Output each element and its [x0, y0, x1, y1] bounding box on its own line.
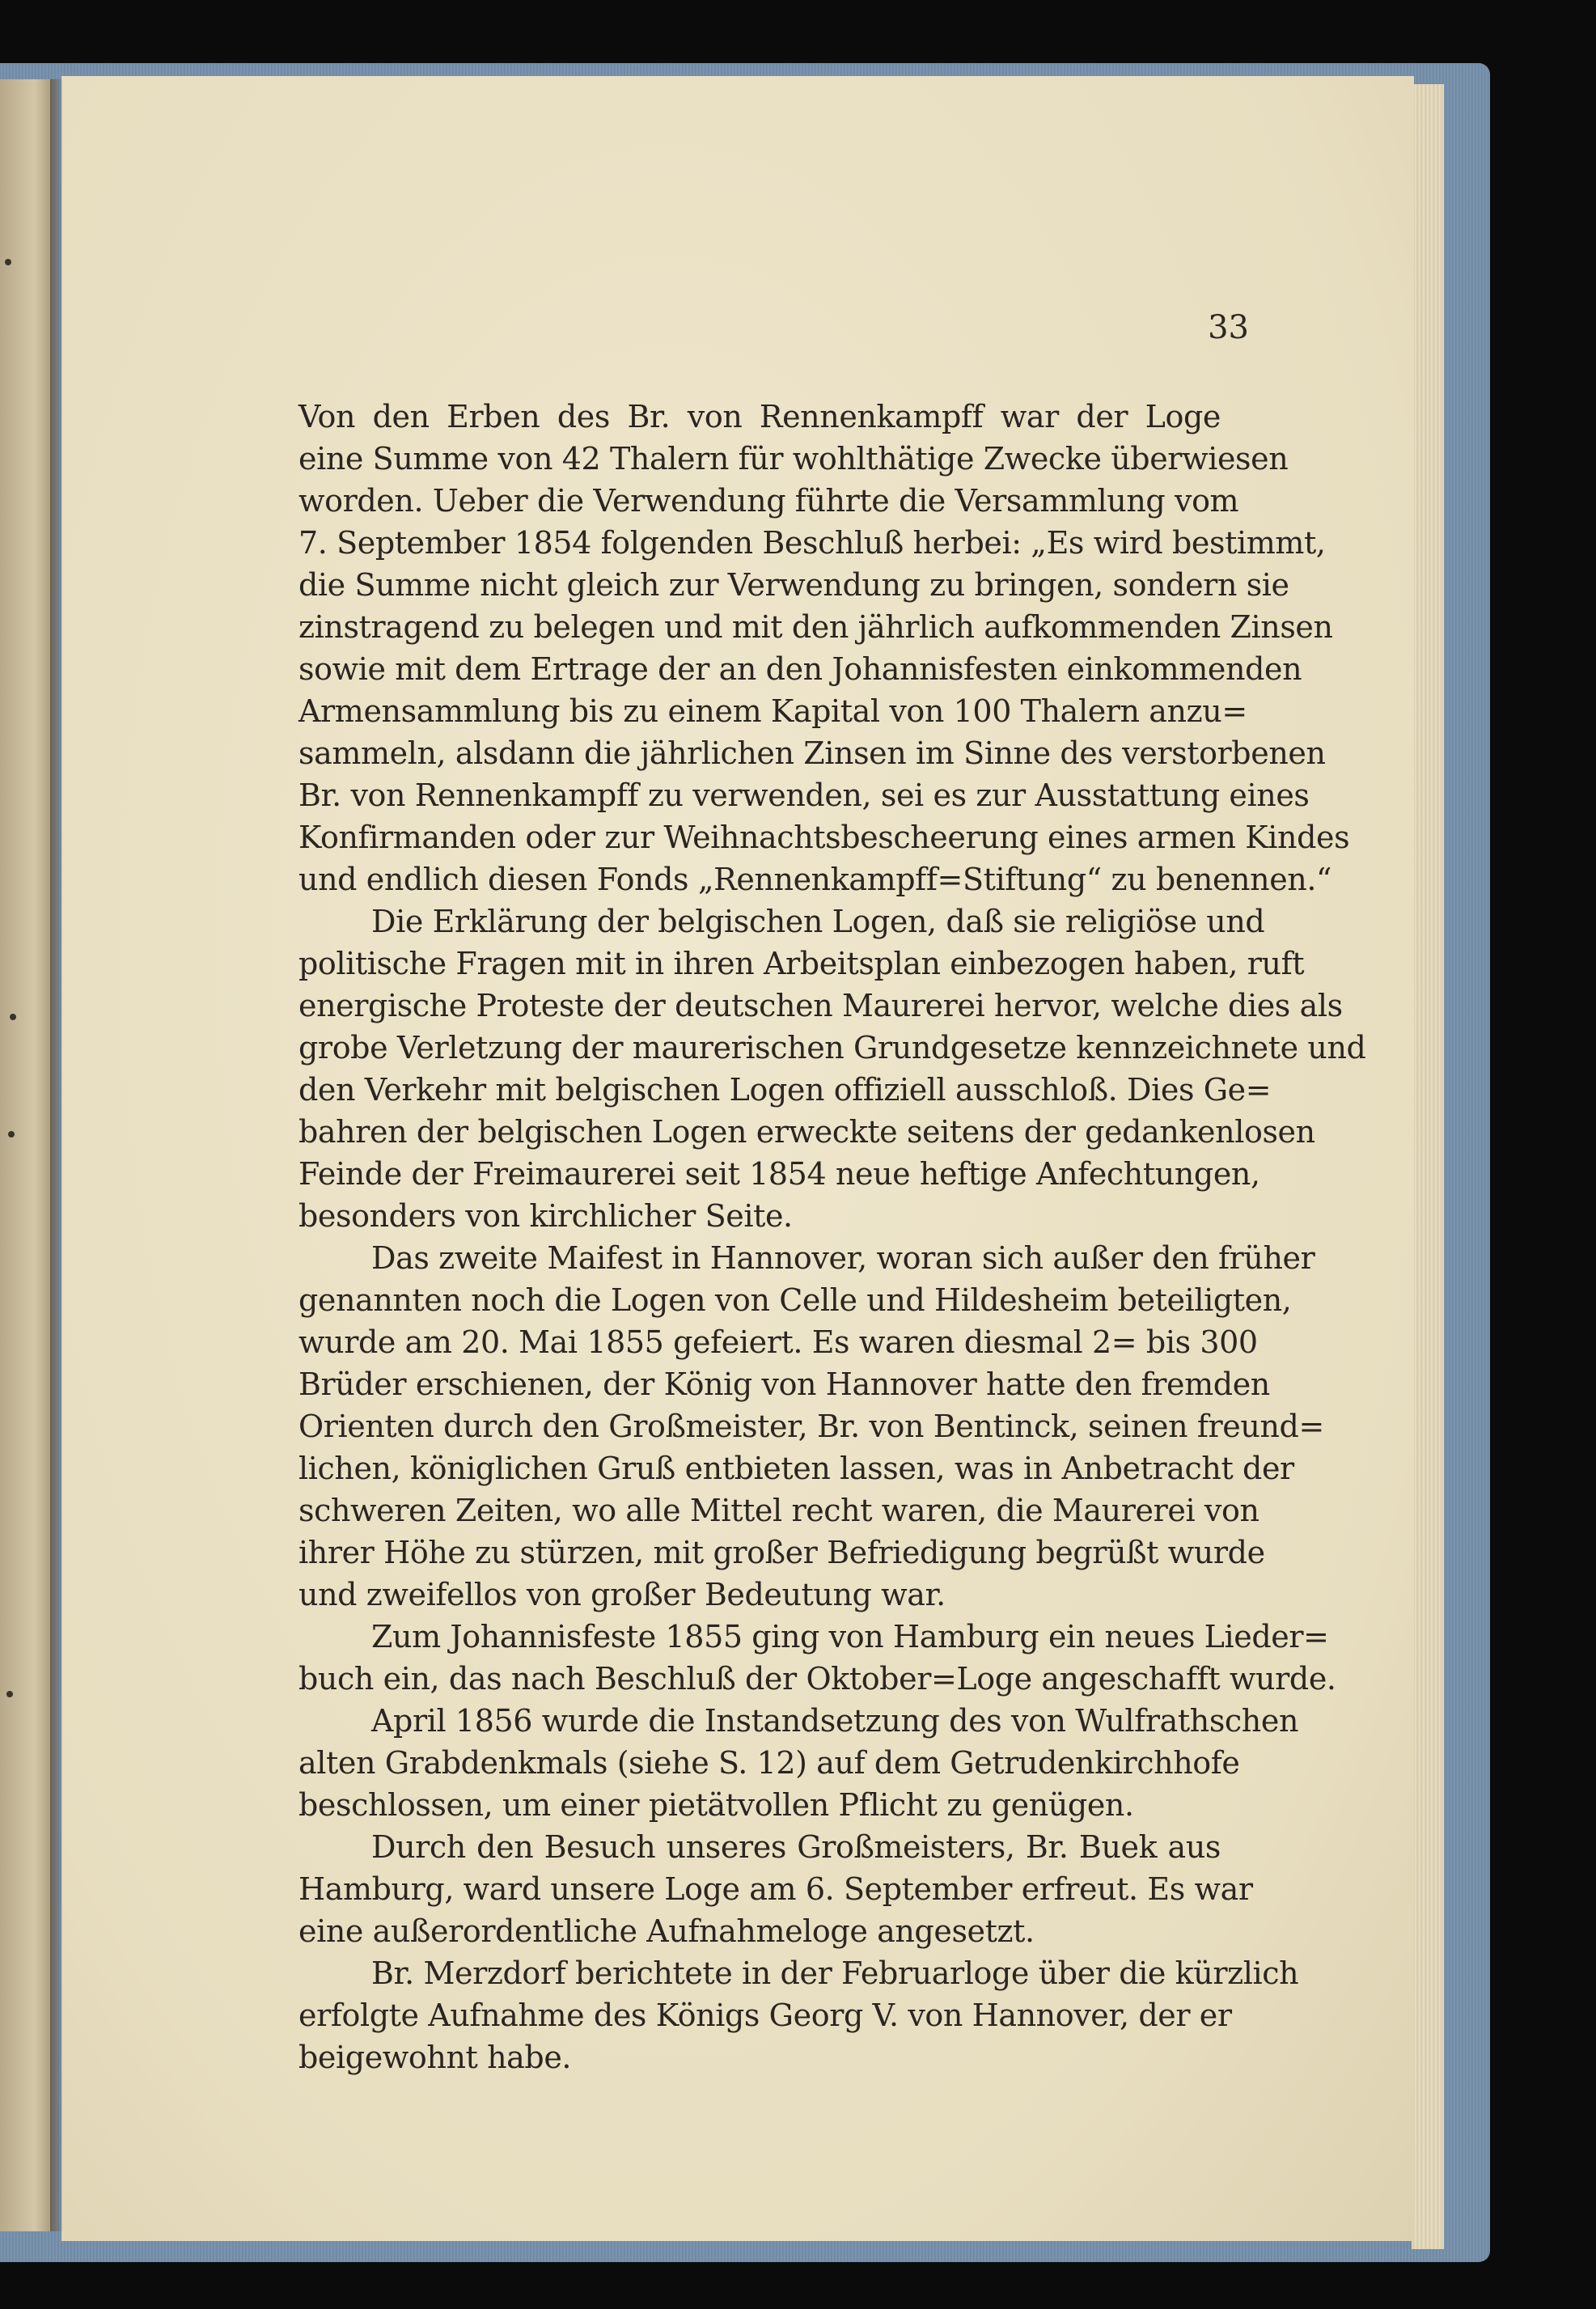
text-line: 7. September 1854 folgenden Beschluß herbei: „Es wird bestimmt,: [298, 525, 1326, 561]
text-line: Von den Erben des Br. von Rennenkampff war der Loge: [298, 399, 1221, 434]
text-line: lichen, königlichen Gruß entbieten lassen, was in Anbetracht der: [298, 1451, 1294, 1486]
text-line: Orienten durch den Großmeister, Br. von Bentinck, seinen freund=: [298, 1409, 1324, 1444]
margin-speck: [10, 1014, 16, 1020]
text-line: beschlossen, um einer pietätvollen Pflicht zu genügen.: [298, 1787, 1134, 1823]
text-line: beigewohnt habe.: [298, 2040, 572, 2075]
text-line: buch ein, das nach Beschluß der Oktober=Loge angeschafft wurde.: [298, 1661, 1336, 1697]
text-line: erfolgte Aufnahme des Königs Georg V. von Hannover, der er: [298, 1998, 1232, 2033]
text-line: Zum Johannisfeste 1855 ging von Hamburg ein neues Lieder=: [371, 1619, 1329, 1654]
text-line: Konfirmanden oder zur Weihnachtsbescheerung eines armen Kindes: [298, 820, 1350, 855]
text-line: Das zweite Maifest in Hannover, woran sich außer den früher: [371, 1240, 1315, 1276]
text-line: politische Fragen mit in ihren Arbeitsplan einbezogen haben, ruft: [298, 946, 1305, 981]
text-line: Br. Merzdorf berichtete in der Februarloge über die kürzlich: [371, 1955, 1299, 1991]
text-line: eine Summe von 42 Thalern für wohlthätige Zwecke überwiesen: [298, 441, 1289, 477]
text-line: Durch den Besuch unseres Großmeisters, Br. Buek aus: [371, 1829, 1221, 1865]
text-line: Armensammlung bis zu einem Kapital von 100 Thalern anzu=: [298, 693, 1247, 729]
text-line: genannten noch die Logen von Celle und Hildesheim beteiligten,: [298, 1282, 1292, 1318]
text-line: bahren der belgischen Logen erweckte seitens der gedankenlosen: [298, 1114, 1315, 1150]
text-line: energische Proteste der deutschen Maurerei hervor, welche dies als: [298, 988, 1343, 1023]
text-line: sammeln, alsdann die jährlichen Zinsen im Sinne des verstorbenen: [298, 735, 1326, 771]
body-text: [298, 396, 1366, 2078]
text-line: worden. Ueber die Verwendung führte die Versammlung vom: [298, 483, 1239, 519]
margin-speck: [5, 259, 11, 265]
text-line: alten Grabdenkmals (siehe S. 12) auf dem Getrudenkirchhofe: [298, 1745, 1240, 1781]
text-line: Die Erklärung der belgischen Logen, daß sie religiöse und: [371, 904, 1265, 939]
text-line: und zweifellos von großer Bedeutung war.: [298, 1577, 946, 1612]
text-line: besonders von kirchlicher Seite.: [298, 1198, 793, 1234]
facing-page-edge: [0, 79, 52, 2231]
text-line: die Summe nicht gleich zur Verwendung zu bringen, sondern sie: [298, 567, 1289, 603]
gutter-shadow: [50, 79, 63, 2231]
text-line: wurde am 20. Mai 1855 gefeiert. Es waren diesmal 2= bis 300: [298, 1324, 1258, 1360]
page-number: 33: [1208, 309, 1249, 346]
text-line: ihrer Höhe zu stürzen, mit großer Befriedigung begrüßt wurde: [298, 1535, 1265, 1570]
text-line: Br. von Rennenkampff zu verwenden, sei es zur Ausstattung eines: [298, 777, 1310, 813]
text-line: zinstragend zu belegen und mit den jährlich aufkommenden Zinsen: [298, 609, 1333, 645]
margin-speck: [8, 1131, 15, 1138]
text-line: grobe Verletzung der maurerischen Grundgesetze kennzeichnete und: [298, 1030, 1366, 1066]
text-line: sowie mit dem Ertrage der an den Johannisfesten einkommenden: [298, 651, 1302, 687]
text-line: Feinde der Freimaurerei seit 1854 neue heftige Anfechtungen,: [298, 1156, 1260, 1192]
text-line: den Verkehr mit belgischen Logen offiziell ausschloß. Dies Ge=: [298, 1072, 1272, 1108]
text-line: schweren Zeiten, wo alle Mittel recht waren, die Maurerei von: [298, 1493, 1259, 1528]
text-line: eine außerordentliche Aufnahmeloge angesetzt.: [298, 1913, 1035, 1949]
text-line: Brüder erschienen, der König von Hannover hatte den fremden: [298, 1366, 1270, 1402]
text-line: und endlich diesen Fonds „Rennenkampff=Stiftung“ zu benennen.“: [298, 862, 1332, 897]
text-line: April 1856 wurde die Instandsetzung des von Wulfrathschen: [371, 1703, 1299, 1739]
margin-speck: [6, 1691, 13, 1697]
page-edges-stack: [1412, 84, 1444, 2249]
book-page: [61, 76, 1414, 2241]
text-line: Hamburg, ward unsere Loge am 6. September erfreut. Es war: [298, 1871, 1253, 1907]
